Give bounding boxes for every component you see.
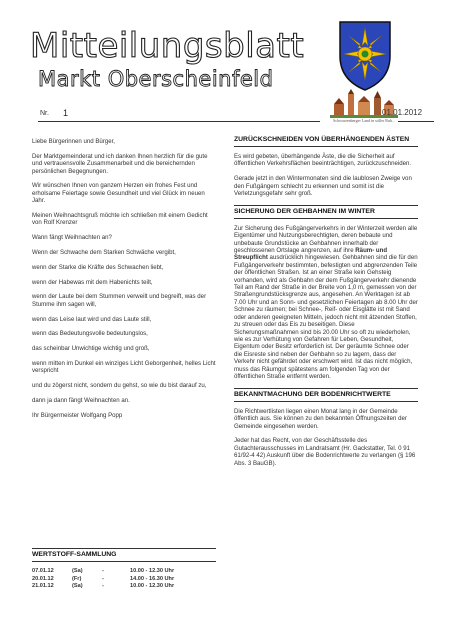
letter-paragraph: Liebe Bürgerinnen und Bürger, <box>32 138 116 145</box>
collection-time: 14.00 - 16.30 Uhr <box>130 575 175 582</box>
header-rule-right <box>398 121 434 122</box>
winter-text-bold: Räum- und Streupflicht <box>234 247 388 262</box>
masthead-subtitle: Markt Oberscheinfeld <box>38 67 274 91</box>
wertstoff-heading: WERTSTOFF-SAMMLUNG <box>32 548 216 562</box>
poem-line: wenn der Starke die Kräfte des Schwachen liebt, <box>32 263 164 271</box>
coat-of-arms-icon <box>336 18 394 92</box>
letter-paragraph: Wir wünschen Ihnen von ganzem Herzen ein frohes Fest und erholsame Feiertage sowie Gesundheit und viel Glück im neuen Jahr. <box>32 182 205 205</box>
letter-column <box>32 138 216 427</box>
collection-day: (Sa) <box>72 568 83 574</box>
issue-date: 01.01.2012 <box>382 108 423 117</box>
poem-line: das scheinbar Unwichtige wichtig und groß, <box>32 345 150 353</box>
collection-day: (Sa) <box>72 583 83 590</box>
section-heading-winter: SICHERUNG DER GEHBAHNEN IM WINTER <box>234 205 418 219</box>
section-paragraph <box>234 225 418 381</box>
collection-time: 10.00 - 12.30 Uhr <box>130 583 175 590</box>
section-heading-branches: ZURÜCKSCHNEIDEN VON ÜBERHÄNGENDEN ÄSTEN <box>234 136 418 147</box>
section-paragraph: Jeder hat das Recht, von der Geschäftsstelle des Gutachterausschusses im Landratsamt (Hr. Gackstatter, Tel. 0 91 61/92-4 42) Auskunft über die Bodenrichtwerte zu verlangen (§ 196 Abs. 3 BauGB). <box>234 437 416 467</box>
letter-paragraph: Der Marktgemeinderat und ich danken Ihnen herzlich für die gute und vertrauensvolle Zusammenarbeit und die bereichernden persönlichen Begegnungen. <box>32 152 208 175</box>
poem-line: dann ja dann fängt Weihnachten an. <box>32 397 130 404</box>
masthead-title: Mitteilungsblatt <box>30 26 305 66</box>
poem-line: Wenn der Schwache dem Starken Schwäche vergibt, <box>32 249 176 257</box>
collection-dash: - <box>102 575 104 582</box>
winter-text-rest: ausdrücklich hingewiesen. Gehbahnen sind die für den Fußgängerverkehr bestimmten, befestigten und abgrenzenden Teile der öffentlichen Straßen. Ist an einer Straße kein Gehsteig vorhanden, wird als Gehbahn der dem Fußgängerverkehr dienende Teil am Rand der Straße in der Breite von 1,0 m, gemessen von der Straßengrundstücksgrenze aus, angesehen. An Werktagen ist ab 7.00 Uhr und an Sonn- und gesetzlichen Feiertagen ab 8.00 Uhr der Schnee zu räumen; bei Schnee-, Reif- oder Eisglätte ist mit Sand oder anderen geeigneten Mitteln, jedoch nicht mit ätzenden Stoffen, zu streuen oder das Eis zu beseitigen. Diese Sicherungsmaßnahmen sind bis 20.00 Uhr so oft zu wiederholen, wie es zur Verhütung von Gefahren für Leben, Gesundheit, Eigentum oder Besitz erforderlich ist. Der geräumte Schnee oder die Eisreste sind neben der Gehbahn so zu lagern, dass der Verkehr nicht gefährdet oder erschwert wird. Ist das nicht möglich, muss das Räumgut spätestens am folgenden Tag von der öffentlichen Straße entfernt werden. <box>234 254 418 380</box>
section-paragraph: Es wird gebeten, überhängende Äste, die die Sicherheit auf öffentlichen Verkehrsflächen beeinträchtigen, zurückzuschneiden. <box>234 153 412 168</box>
winter-text-intro: Zur Sicherung des Fußgängerverkehrs in der Winterzeit werden alle Eigentümer und Nutzungsberechtigten, deren bebaute und unbebaute Grundstücke an Gehbahnen innerhalb der geschlossenen Ortslage angrenzen, auf ihre <box>234 224 418 255</box>
wertstoff-row <box>32 568 216 576</box>
issue-number-label: Nr. <box>40 110 49 117</box>
collection-time: 10.00 - 12.30 Uhr <box>130 568 175 574</box>
collection-date: 20.01.12 <box>32 575 54 582</box>
poem-line: wenn der Habewas mit dem Habenichts teilt, <box>32 278 153 286</box>
issue-number: 1 <box>63 108 69 118</box>
wertstoff-row <box>32 583 216 591</box>
collection-dash: - <box>102 568 104 574</box>
section-paragraph: Gerade jetzt in den Wintermonaten sind die laublosen Zweige von den Fußgängern schlecht zu erkennen und somit ist die Verletzungsgefahr sehr groß. <box>234 175 412 198</box>
poem-line: wenn das Bedeutungsvolle bedeutungslos, <box>32 330 148 338</box>
letter-paragraph: Meinen Weihnachtsgruß möchte ich schließen mit einem Gedicht von Rolf Krenzer <box>32 212 208 227</box>
notices-column <box>234 136 418 474</box>
header-rule <box>38 121 320 122</box>
wertstoff-row <box>32 576 216 584</box>
wertstoff-table <box>32 568 216 591</box>
section-paragraph: Die Richtwertlisten liegen einen Monat lang in der Gemeinde öffentlich aus. Sie können zu den bekannten Öffnungszeiten der Gemeinde eingesehen werden. <box>234 407 407 430</box>
collection-dash: - <box>102 583 104 590</box>
section-heading-bodenrichtwerte: BEKANNTMACHUNG DER BODENRICHTWERTE <box>234 388 418 402</box>
poem-line: wenn das Leise laut wird und das Laute still, <box>32 315 152 323</box>
collection-date: 21.01.12 <box>32 583 54 590</box>
collection-day: (Fr) <box>72 575 82 582</box>
poem-line: und du zögerst nicht, sondern du gehst, so wie du bist darauf zu, <box>32 382 207 390</box>
poem-line: Wann fängt Weihnachten an? <box>32 234 112 242</box>
town-caption: Schwarzenberger Land in stiller Ruh... <box>333 118 395 123</box>
letter-signature: Ihr Bürgermeister Wolfgang Popp <box>32 411 123 419</box>
collection-date: 07.01.12 <box>32 568 54 574</box>
poem-line: wenn mitten im Dunkel ein winziges Licht Geborgenheit, helles Licht verspricht <box>32 360 216 375</box>
poem-line: wenn der Laute bei dem Stummen verweilt und begreift, was der Stumme ihm sagen will, <box>32 293 207 308</box>
